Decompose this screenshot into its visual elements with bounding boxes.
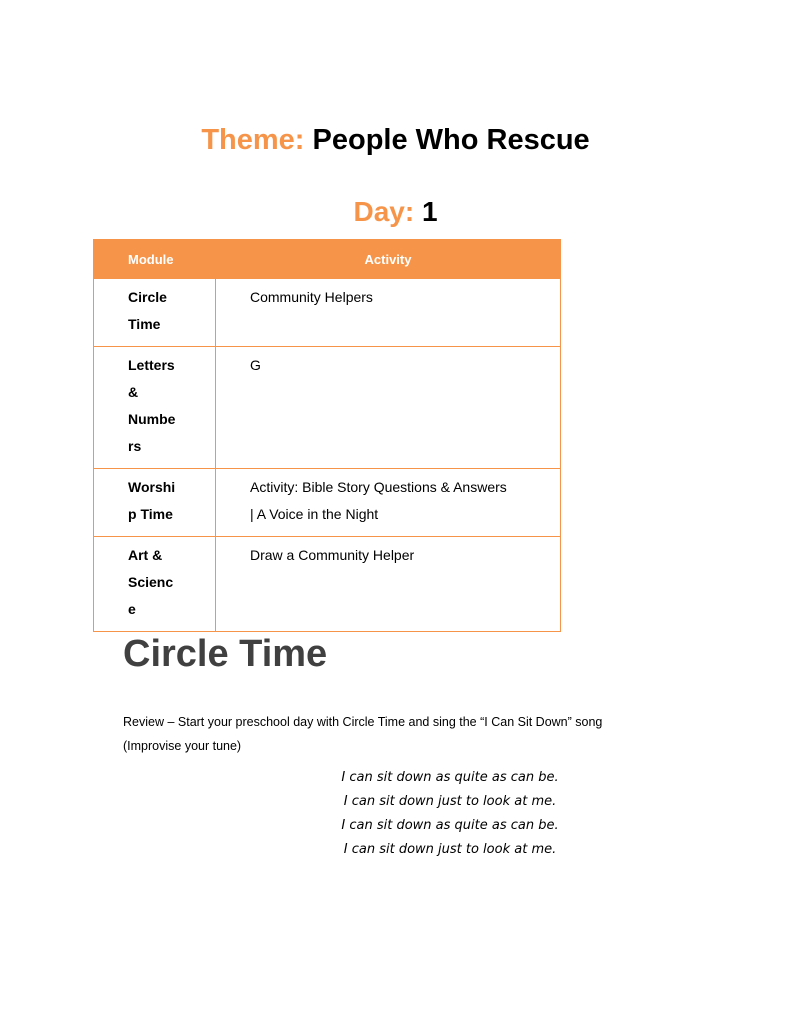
activity-text: G (250, 357, 261, 373)
table-row (94, 347, 561, 469)
column-header-module: Module (94, 240, 216, 279)
module-text: e (128, 601, 136, 617)
module-text: Worshi (128, 479, 176, 495)
activity-cell (216, 537, 561, 632)
table-row (94, 469, 561, 537)
module-text: Letters (128, 357, 175, 373)
song-line: I can sit down as quite as can be. (341, 818, 559, 833)
module-text: Time (128, 316, 161, 332)
activity-cell (216, 279, 561, 347)
intro-paragraph (123, 710, 643, 758)
activity-text: | A Voice in the Night (250, 506, 379, 522)
theme-label: Theme: (201, 124, 305, 156)
module-text: Numbe (128, 411, 176, 427)
activity-text: Draw a Community Helper (250, 547, 415, 563)
module-text: rs (128, 438, 142, 454)
module-cell (94, 537, 216, 632)
theme-title (0, 124, 791, 157)
module-text: Art & (128, 547, 163, 563)
table-header-row (94, 240, 561, 279)
table-row (94, 279, 561, 347)
table-row (94, 537, 561, 632)
module-text: p Time (128, 506, 173, 522)
song-lyrics (330, 766, 570, 862)
day-label: Day: (353, 196, 415, 227)
intro-line: (Improvise your tune) (123, 739, 242, 753)
theme-value: People Who Rescue (312, 124, 590, 156)
column-header-activity: Activity (216, 240, 561, 279)
song-line: I can sit down as quite as can be. (341, 770, 559, 785)
module-cell (94, 469, 216, 537)
activity-cell (216, 469, 561, 537)
activity-text: Community Helpers (250, 289, 373, 305)
module-text: Scienc (128, 574, 174, 590)
module-cell (94, 279, 216, 347)
schedule-table (93, 239, 561, 632)
intro-line: Review – Start your preschool day with Circle Time and sing the “I Can Sit Down” song (123, 715, 603, 729)
section-heading-circle-time: Circle Time (123, 633, 328, 675)
module-cell (94, 347, 216, 469)
module-text: & (128, 384, 139, 400)
activity-text: Activity: Bible Story Questions & Answers (250, 479, 507, 495)
activity-cell (216, 347, 561, 469)
day-value: 1 (421, 196, 438, 227)
song-line: I can sit down just to look at me. (343, 794, 557, 809)
module-text: Circle (128, 289, 167, 305)
song-line: I can sit down just to look at me. (343, 842, 557, 857)
day-title (0, 196, 791, 228)
